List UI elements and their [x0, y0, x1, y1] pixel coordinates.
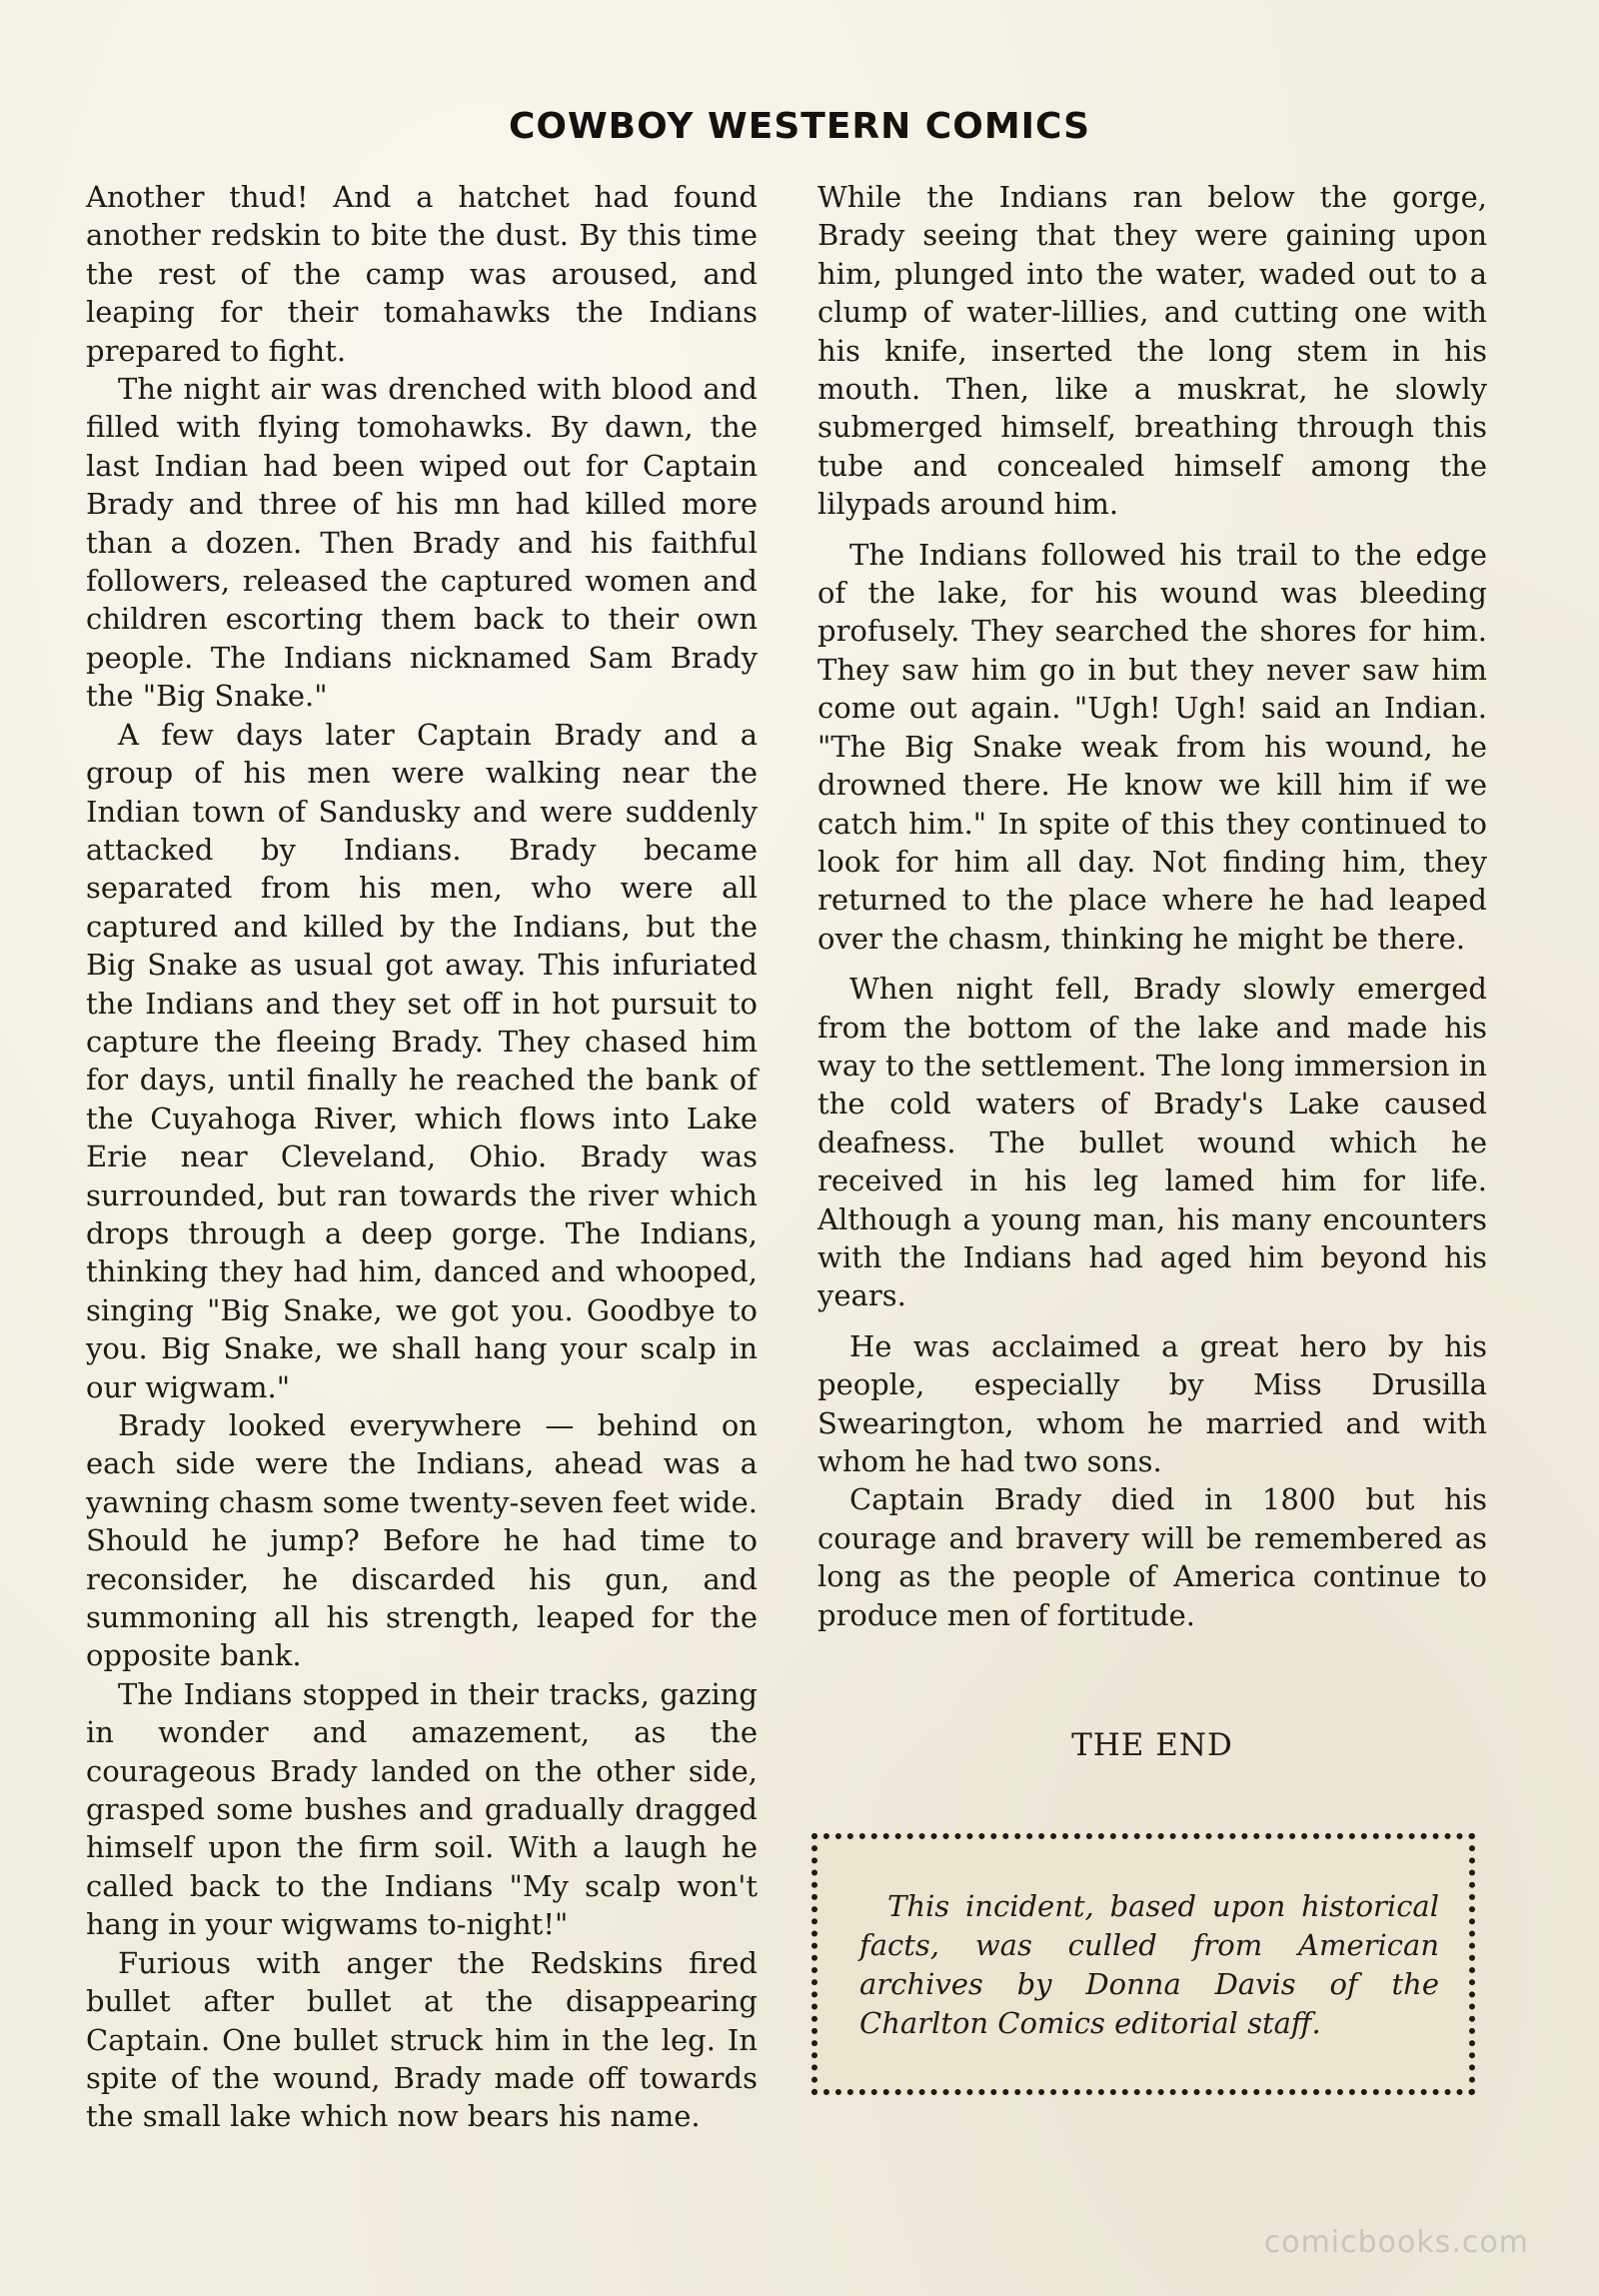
paragraph: The night air was drenched with blood and filled with flying tomohawks. By dawn, the last Indian had been wiped out for Captain Brady and three of his mn had killed more than a dozen. Then Brady and his faithful followers, released the captured women and children escorting them back to their own people. The Indians nicknamed Sam Brady the "Big Snake." — [86, 372, 758, 714]
paragraph: Another thud! And a hatchet had found another redskin to bite the dust. By this time the rest of the camp was aroused, and leaping for their tomahawks the Indians prepared to fight. — [86, 180, 758, 368]
paragraph: The Indians followed his trail to the edge of the lake, for his wound was bleeding profusely. They searched the shores for him. They saw him go in but they never saw him come out again. "Ugh! Ugh! said an Indian. "The Big Snake weak from his wound, he drowned there. He know we kill him if we catch him." In spite of this they continued to look for him all day. Not finding him, they returned to the place where he had leaped over the chasm, thinking he might be there. — [817, 537, 1487, 956]
paragraph: Brady looked everywhere — behind on each side were the Indians, ahead was a yawning chasm some twenty-seven feet wide. Should he jump? Before he had time to reconsider, he discarded his gun, and summoning all his strength, leaped for the opposite bank. — [86, 1408, 758, 1673]
paragraph: While the Indians ran below the gorge, Brady seeing that they were gaining upon him, plunged into the water, waded out to a clump of water-lillies, and cutting one with his knife, inserted the long stem in his mouth. Then, like a muskrat, he slowly submerged himself, breathing through this tube and concealed himself among the lilypads around him. — [817, 180, 1487, 522]
page-title: COWBOY WESTERN COMICS — [508, 106, 1091, 147]
editorial-credit-box — [811, 1833, 1475, 2095]
paragraph: He was acclaimed a great hero by his people, especially by Miss Drusilla Swearington, whom he married and with whom he had two sons. — [817, 1328, 1487, 1478]
paragraph: When night fell, Brady slowly emerged from the bottom of the lake and made his way to the settlement. The long immersion in the cold waters of Brady's Lake caused deafness. The bullet wound which he received in his leg lamed him for life. Although a young man, his many encounters with the Indians had aged him beyond his years. — [817, 972, 1487, 1313]
paragraph: Furious with anger the Redskins fired bullet after bullet at the disappearing Captain. One bullet struck him in the leg. In spite of the wound, Brady made off towards the small lake which now bears his name. — [86, 1945, 758, 2134]
site-watermark: comicbooks.com — [1263, 2225, 1529, 2260]
paragraph: Captain Brady died in 1800 but his courage and bravery will be remembered as long as the people of America continue to produce men of fortitude. — [817, 1482, 1487, 1632]
left-text-column — [86, 178, 758, 2136]
right-text-column — [817, 178, 1487, 1634]
the-end-label: THE END — [1071, 1727, 1233, 1763]
editorial-credit-text: This incident, based upon historical facts, was culled from American archives by Donna Davis of the Charlton Comics editorial staff. — [859, 1889, 1439, 2040]
paragraph: The Indians stopped in their tracks, gazing in wonder and amazement, as the courageous Brady landed on the other side, grasped some bushes and gradually dragged himself upon the firm soil. With a laugh he called back to the Indians "My scalp won't hang in your wigwams to-night!" — [86, 1676, 758, 1942]
paragraph: A few days later Captain Brady and a group of his men were walking near the Indian town of Sandusky and were suddenly attacked by Indians. Brady became separated from his men, who were all captured and killed by the Indians, but the Big Snake as usual got away. This infuriated the Indians and they set off in hot pursuit to capture the fleeing Brady. They chased him for days, until finally he reached the bank of the Cuyahoga River, which flows into Lake Erie near Cleveland, Ohio. Brady was surrounded, but ran towards the river which drops through a deep gorge. The Indians, thinking they had him, danced and whooped, singing "Big Snake, we got you. Goodbye to you. Big Snake, we shall hang your scalp in our wigwam." — [86, 717, 758, 1404]
